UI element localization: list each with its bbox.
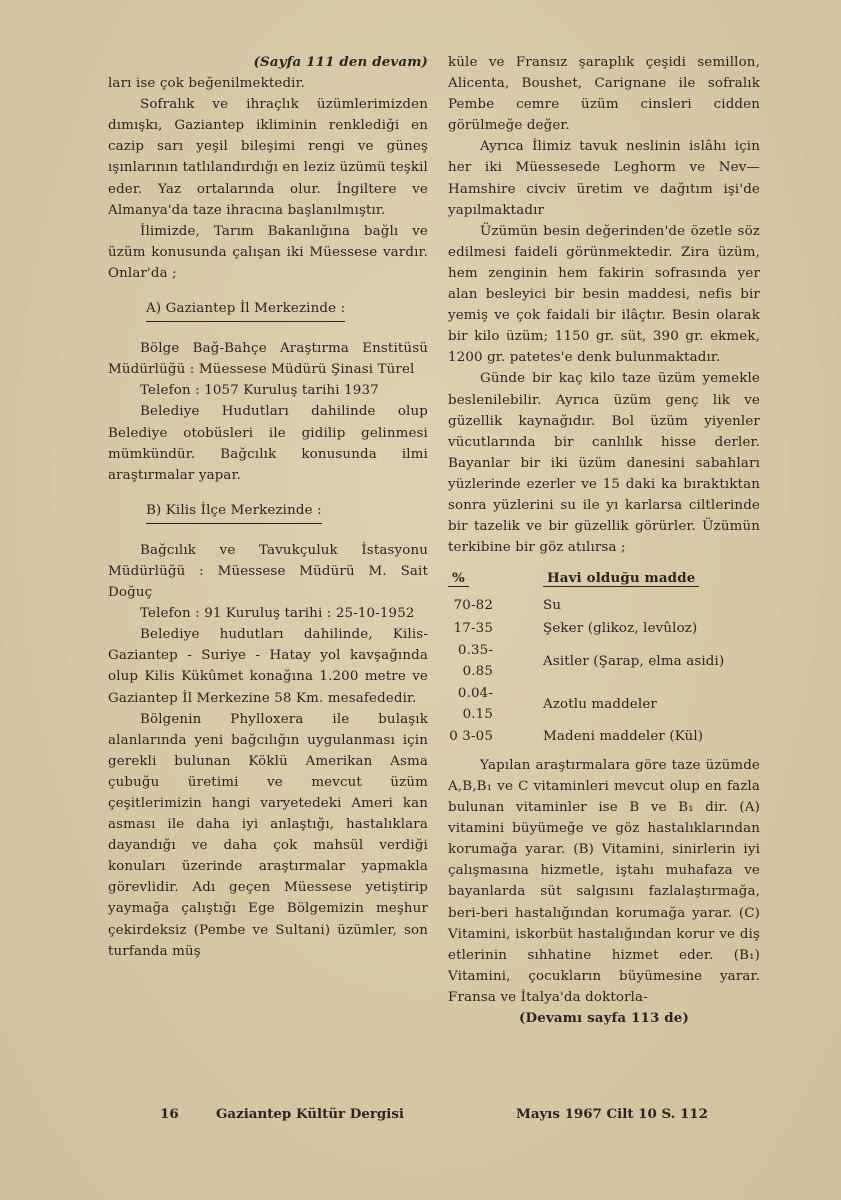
table-cell-substance: Madeni maddeler (Kül) [543, 729, 704, 745]
section-heading-b: B) Kilis İlçe Merkezinde : [146, 500, 322, 524]
paragraph: Bağcılık ve Tavukçuluk İstasyonu Müdürlüğü : Müessese Müdürü M. Sait Doğuç [108, 542, 428, 601]
right-column [448, 52, 760, 1029]
table-cell-substance: Asitler (Şarap, elma asidi) [543, 653, 725, 669]
magazine-title: Gaziantep Kültür Dergisi [216, 1106, 405, 1122]
paragraph: Bölgenin Phylloxera ile bulaşık alanlarında yeni bağcılığın uygulanması için gerekli bulunan Köklü Amerikan Asma çubuğu üretimi ve mevcut üzüm çeşitlerimizin hangi varyetedeki Ameri kan asması ile daha iyi anlaştığı, hastalıklara dayandığı ve daha çok mahsül verdiği konuları üzerinde araştırmalar yapmakla görevlidir. Adı geçen Müessese yetiştirip yaymağa çalıştığı Ege Bölgemizin meşhur çekirdeksiz (Pembe ve Sultani) üzümler, son turfanda müş [108, 711, 428, 959]
paragraph: ları ise çok beğenilmektedir. [108, 76, 306, 92]
page-number: 16 [160, 1106, 179, 1122]
table-cell-percent: 0 3-05 [449, 729, 493, 745]
issue-info: Mayıs 1967 Cilt 10 S. 112 [516, 1106, 708, 1122]
paragraph: Bölge Bağ-Bahçe Araştırma Enstitüsü Müdürlüğü : Müessese Müdürü Şinasi Türel [108, 341, 428, 378]
table-cell-percent: 70-82 [453, 598, 493, 614]
paragraph: küle ve Fransız şaraplık çeşidi semillon, Alicenta, Boushet, Carignane ile sofralık Pembe cemre üzüm cinsleri cidden görülmeğe değer. [448, 55, 760, 134]
table-cell-percent: 17-35 [453, 620, 493, 636]
paragraph: Telefon : 91 Kuruluş tarihi : 25-10-1952 [140, 606, 415, 622]
table-header-substance: Havi olduğu madde [543, 568, 760, 595]
left-column [108, 52, 428, 962]
paragraph: Yapılan araştırmalara göre taze üzümde A,B,B₁ ve C vitaminleri mevcut olup en fazla bulunan vitaminler ise B ve B₁ dir. (A) vitamini büyümeğe ve göz hastalıklarından korumağa yarar. (B) Vitamini, sinirlerin iyi çalışmasına hizmetle, iştahı muhafaza ve bayanlarda süt salgısını fazlalaştırmağa, beri-beri hastalığından korumağa yarar. (C) Vitamini, iskorbüt hastalığından korur ve diş etlerinin sıhhatine hizmet eder. (B₁) Vitamini, çocukların büyümesine yarar. Fransa ve İtalya'da doktorla- [448, 757, 760, 1005]
table-row [448, 726, 760, 749]
table-cell-substance: Azotlu maddeler [543, 696, 657, 712]
paragraph: Belediye Hudutları dahilinde olup Belediye otobüsleri ile gidilip gelinmesi mümkündür. Bağcılık konusunda ilmi araştırmalar yapar. [108, 404, 428, 483]
table-row [448, 683, 760, 726]
table-cell-substance: Su [543, 598, 562, 614]
paragraph: Üzümün besin değerinden'de özetle söz edilmesi faideli görünmektedir. Zira üzüm, hem zenginin hem fakirin sofrasında yer alan besleyici bir besin maddesi, nefis bir yemiş ve çok faidali bir ilâçtır. Besin olarak bir kilo üzüm; 1150 gr. süt, 390 gr. ekmek, 1200 gr. patetes'e denk bulunmaktadır. [448, 223, 760, 366]
continued-from-note: (Sayfa 111 den devam) [253, 54, 428, 70]
grape-composition-table [448, 568, 760, 749]
table-header-percent: % [448, 568, 543, 595]
table-row [448, 640, 760, 683]
continued-to-note: (Devamı sayfa 113 de) [519, 1009, 689, 1026]
paragraph: Telefon : 1057 Kuruluş tarihi 1937 [140, 383, 379, 399]
paragraph: Belediye hudutları dahilinde, Kilis-Gaziantep - Suriye - Hatay yol kavşağında olup Kilis Kükûmet konağına 1.200 metre ve Gaziantep İl Merkezine 58 Km. mesafededir. [108, 627, 428, 706]
paragraph: İlimizde, Tarım Bakanlığına bağlı ve üzüm konusunda çalışan iki Müessese vardır. Onlar'da ; [108, 223, 428, 281]
paragraph: Ayrıca İlimiz tavuk neslinin islâhı için her iki Müessesede Leghorm ve Nev—Hamshire civciv üretim ve dağıtım işi'de yapılmaktadır [448, 139, 760, 218]
table-cell-percent: 0.35-0.85 [457, 643, 493, 679]
table-cell-substance: Şeker (glikoz, levûloz) [543, 620, 698, 636]
table-row [448, 618, 760, 641]
table-row [448, 595, 760, 618]
paragraph: Günde bir kaç kilo taze üzüm yemekle beslenilebilir. Ayrıca üzüm genç lik ve güzellik kaynağıdır. Bol üzüm yiyenler vücutlarında bir canlılık hisse derler. Bayanlar bir iki üzüm danesini sabahları yüzlerinde ezerler ve 15 daki ka bıraktıktan sonra yüzlerini su ile yı karlarsa ciltlerinde bir tazelik ve bir güzellik görürler. Üzümün terkibine bir göz atılırsa ; [448, 371, 760, 556]
paragraph: Sofralık ve ihraçlık üzümlerimizden dımışkı, Gaziantep ikliminin renklediği en cazip sarı yeşil bileşimi rengi ve güneş ışınlarının tatlılandırdığı en leziz üzümü teşkil eder. Yaz ortalarında olur. İngiltere ve Almanya'da taze ihracına başlanılmıştır. [108, 97, 428, 218]
table-cell-percent: 0.04-0.15 [457, 686, 493, 722]
section-heading-a: A) Gaziantep İl Merkezinde : [146, 298, 345, 322]
